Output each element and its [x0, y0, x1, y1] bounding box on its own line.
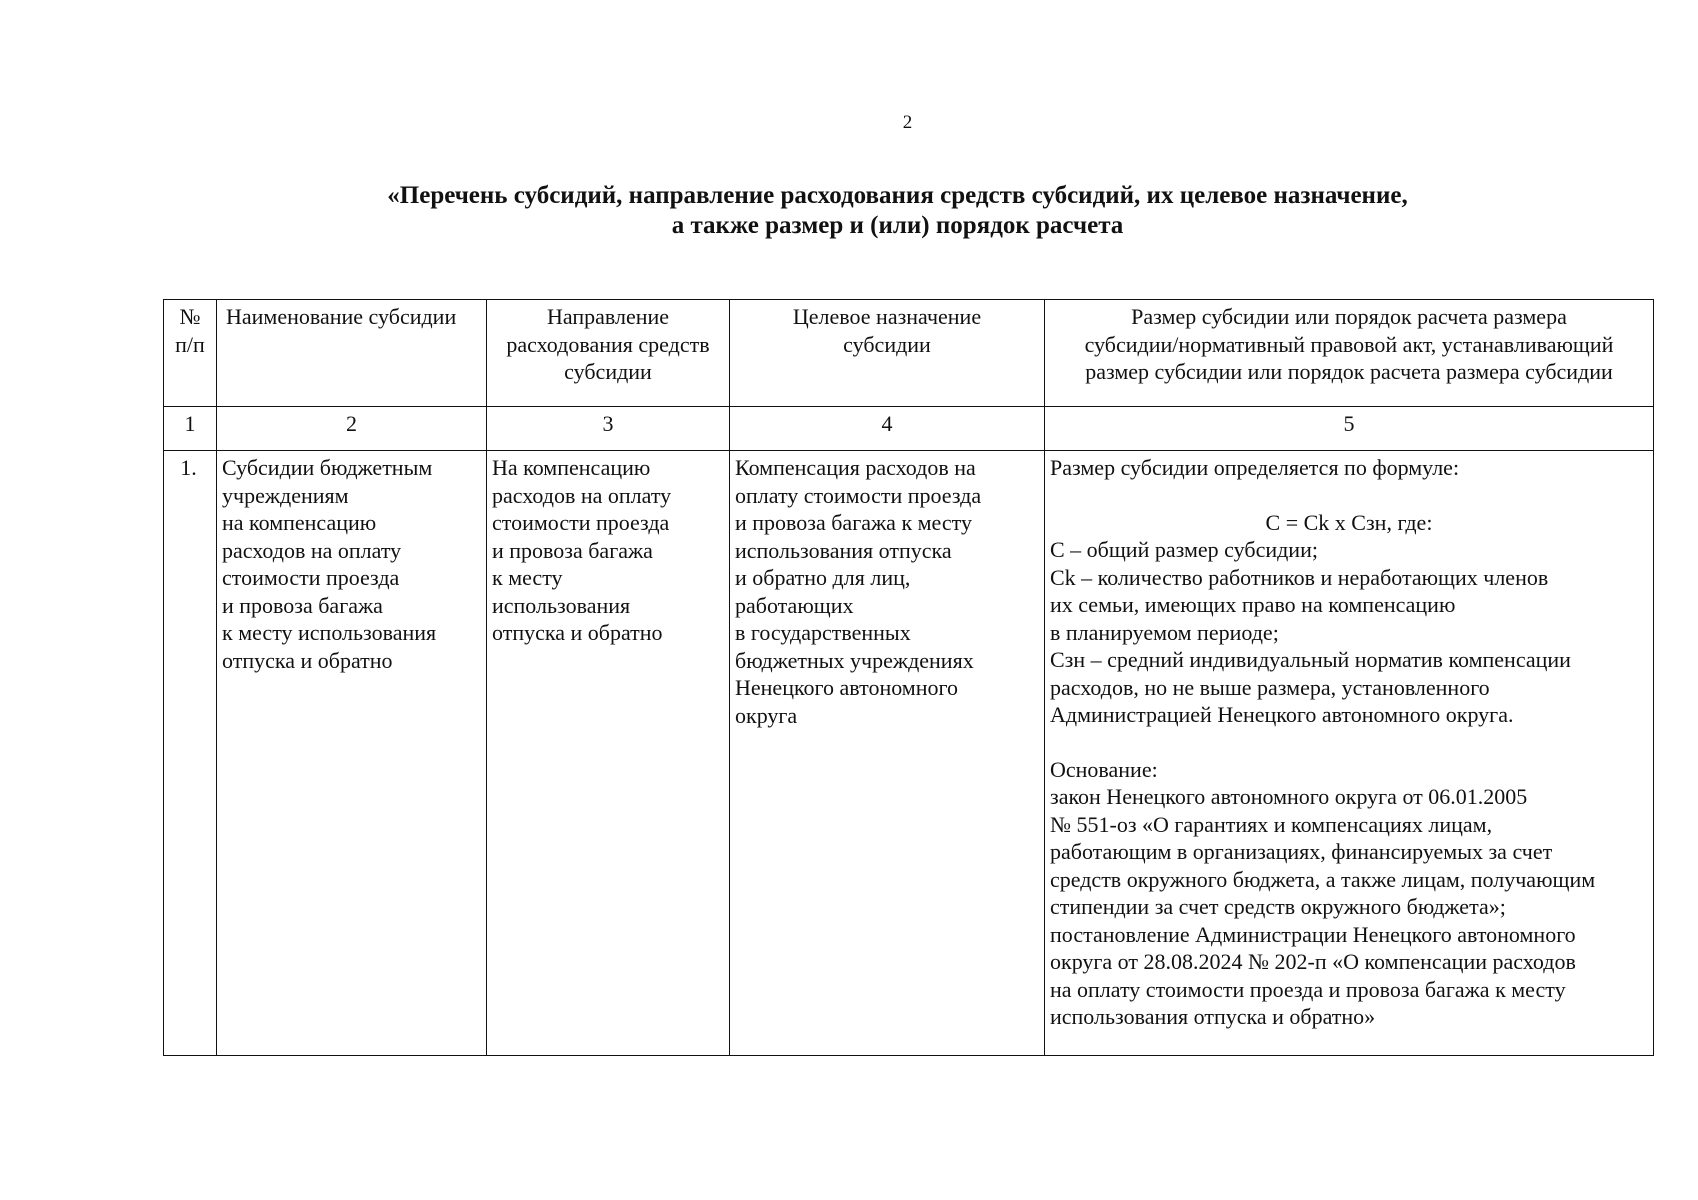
header-spending-direction-line: расходования средств — [506, 331, 710, 357]
column-number: 5 — [1045, 407, 1654, 451]
header-subsidy-name-line: Наименование субсидии — [226, 304, 457, 329]
text-line: оплату стоимости проезда — [735, 482, 982, 508]
header-spending-direction-line: субсидии — [564, 359, 652, 384]
table-row — [164, 451, 1654, 1056]
column-number: 3 — [487, 407, 730, 451]
text-line: работающих — [735, 592, 854, 618]
page-number: 2 — [902, 112, 913, 133]
text-line: стоимости проезда — [222, 565, 400, 590]
column-number: 1 — [164, 407, 217, 451]
text-line: к месту использования — [222, 620, 437, 645]
definition-line: их семьи, имеющих право на компенсацию — [1050, 592, 1456, 617]
header-target-purpose — [730, 300, 1045, 407]
header-spending-direction-line: Направление — [546, 304, 670, 329]
text-line: расходов на оплату — [222, 537, 402, 563]
definition-line: расходов, но не выше размера, установленного — [1050, 674, 1490, 700]
spacer — [1050, 482, 1648, 509]
target-purpose-cell — [730, 451, 1045, 1056]
column-number: 2 — [217, 407, 487, 451]
text-line: расходов на оплату — [492, 482, 672, 508]
basis-line: постановление Администрации Ненецкого автономного — [1050, 921, 1576, 947]
header-calculation-line: субсидии/нормативный правовой акт, устанавливающий — [1084, 331, 1614, 357]
basis-line: стипендии за счет средств окружного бюджета»; — [1050, 894, 1506, 919]
formula: С = Ck х Сзн, где: — [1265, 509, 1433, 535]
text-line: На компенсацию — [492, 455, 651, 480]
title-line-2: а также размер и (или) порядок расчета — [671, 212, 1124, 239]
text-line: стоимости проезда — [492, 510, 670, 535]
spacer — [1050, 729, 1648, 756]
header-number-line: № — [179, 304, 201, 329]
text-line: и провоза багажа — [492, 537, 653, 563]
subsidy-name-cell — [217, 451, 487, 1056]
text-line: к месту — [492, 565, 563, 590]
text-line: Субсидии бюджетным — [222, 455, 433, 480]
definition-line: Сзн – средний индивидуальный норматив компенсации — [1050, 647, 1571, 672]
header-number-line: п/п — [175, 331, 205, 357]
basis-line: округа от 28.08.2024 № 202-п «О компенсации расходов — [1050, 949, 1576, 974]
document-title — [250, 181, 1545, 241]
text-line: использования отпуска — [735, 537, 952, 563]
text-line: отпуска и обратно — [222, 647, 393, 673]
definition-line: в планируемом периоде; — [1050, 619, 1279, 645]
spending-direction-cell — [487, 451, 730, 1056]
text-line: учреждениям — [222, 482, 349, 508]
header-target-purpose-line: субсидии — [843, 331, 931, 357]
header-calculation-line: размер субсидии или порядок расчета размера субсидии — [1085, 359, 1613, 384]
text-line: и провоза багажа — [222, 592, 383, 618]
text-line: Компенсация расходов на — [735, 455, 976, 480]
header-spending-direction — [487, 300, 730, 407]
subsidy-table — [163, 299, 1654, 1056]
row-number: 1. — [164, 451, 217, 1056]
calculation-intro: Размер субсидии определяется по формуле: — [1050, 455, 1460, 480]
text-line: и провоза багажа к месту — [735, 510, 972, 535]
text-line: отпуска и обратно — [492, 620, 663, 645]
definition-line: С – общий размер субсидии; — [1050, 537, 1318, 562]
header-calculation — [1045, 300, 1654, 407]
calculation-cell — [1045, 451, 1654, 1056]
text-line: использования — [492, 592, 631, 618]
title-line-1: «Перечень субсидий, направление расходования средств субсидий, их целевое назначение, — [387, 182, 1408, 209]
basis-line: № 551-оз «О гарантиях и компенсациях лицам, — [1050, 811, 1493, 837]
header-subsidy-name — [217, 300, 487, 407]
text-line: на компенсацию — [222, 510, 377, 535]
text-line: бюджетных учреждениях — [735, 647, 974, 673]
header-calculation-line: Размер субсидии или порядок расчета размера — [1131, 304, 1567, 329]
text-line: Ненецкого автономного — [735, 675, 958, 700]
column-number: 4 — [730, 407, 1045, 451]
text-line: в государственных — [735, 620, 911, 645]
basis-line: закон Ненецкого автономного округа от 06.01.2005 — [1050, 784, 1528, 809]
text-line: и обратно для лиц, — [735, 565, 911, 590]
basis-line: использования отпуска и обратно» — [1050, 1004, 1376, 1029]
header-row — [164, 300, 1654, 407]
basis-line: на оплату стоимости проезда и провоза багажа к месту — [1050, 976, 1566, 1002]
text-line: округа — [735, 702, 798, 728]
column-number-row — [164, 407, 1654, 451]
header-target-purpose-line: Целевое назначение — [792, 304, 982, 329]
basis-line: работающим в организациях, финансируемых за счет — [1050, 839, 1553, 864]
basis-line: средств окружного бюджета, а также лицам, получающим — [1050, 866, 1596, 892]
header-number — [164, 300, 217, 407]
definition-line: Администрацией Ненецкого автономного округа. — [1050, 702, 1514, 727]
basis-label: Основание: — [1050, 756, 1158, 782]
definition-line: Ck – количество работников и неработающих членов — [1050, 564, 1549, 590]
